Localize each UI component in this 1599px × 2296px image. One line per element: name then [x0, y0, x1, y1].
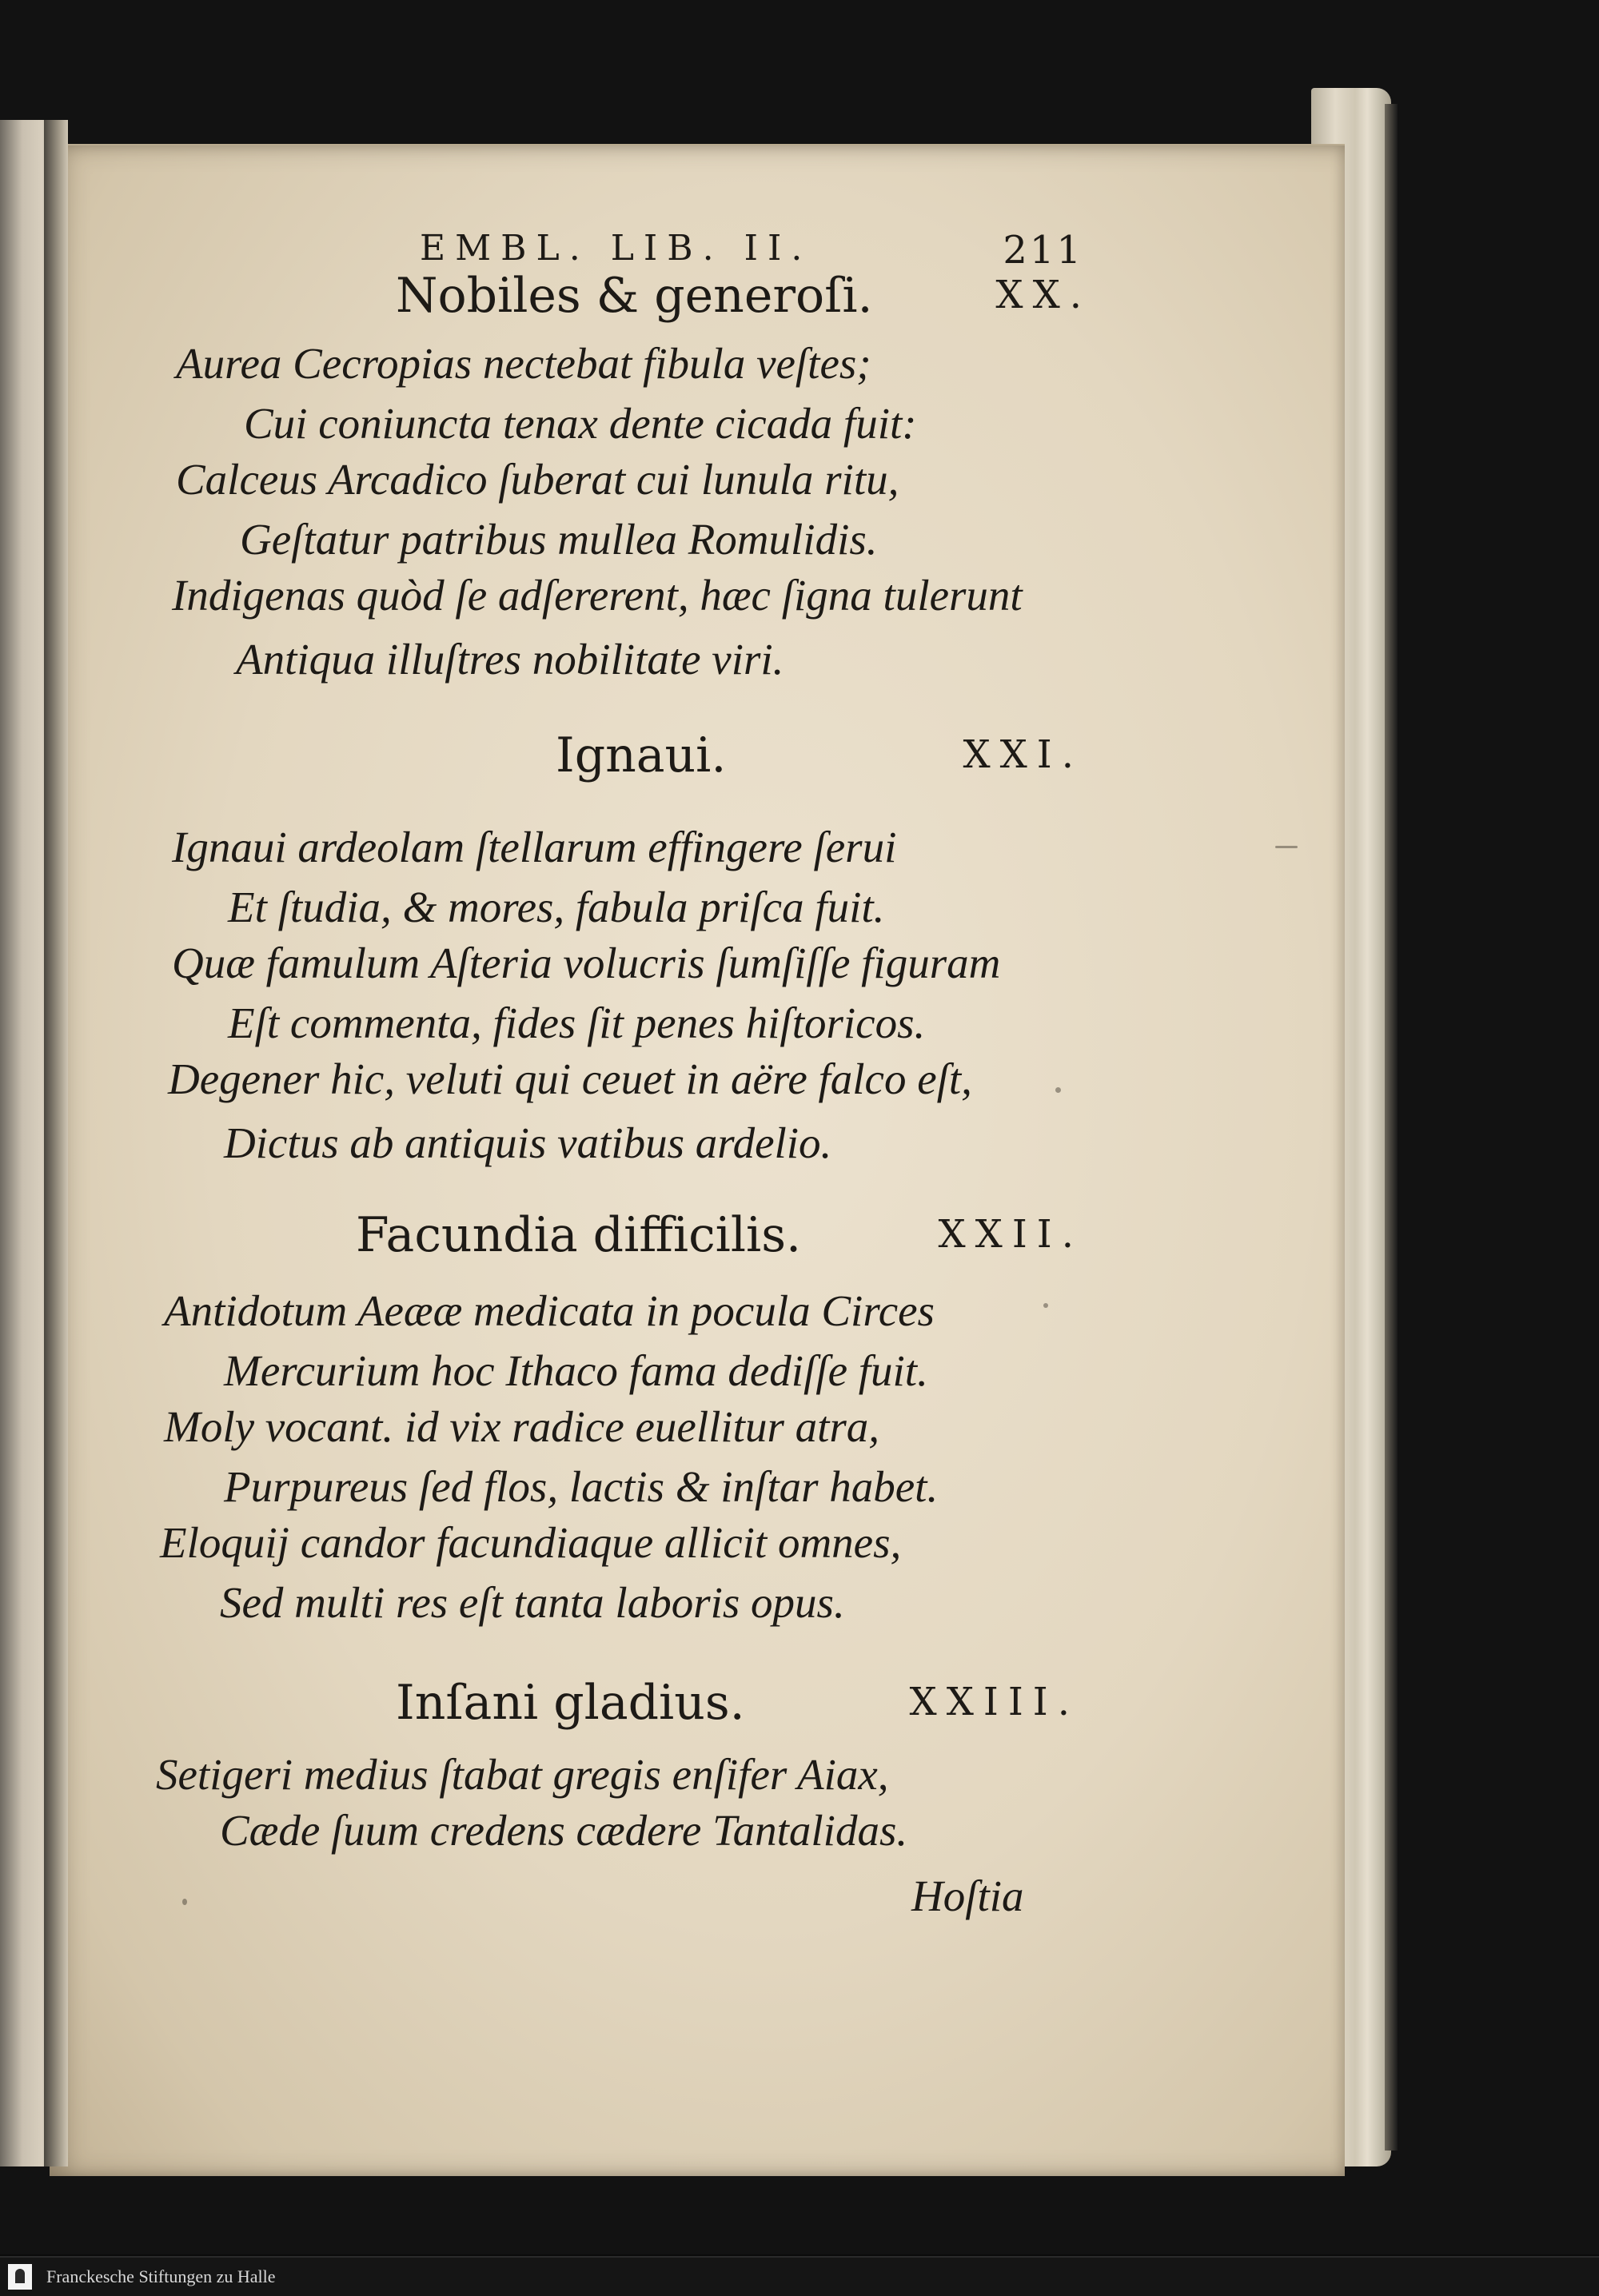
- emblem-heading: [396, 268, 1091, 332]
- emblem-number: XXII.: [938, 1212, 1083, 1257]
- emblem-title: Inſani gladius.: [396, 1675, 745, 1731]
- verse-line: Cæde ſuum credens cædere Tantalidas.: [220, 1806, 908, 1855]
- library-seal-icon: [8, 2264, 32, 2290]
- footer-bar: [0, 2256, 1599, 2296]
- verse-line: Aurea Cecropias nectebat fibula veſtes;: [176, 339, 871, 388]
- ink-speck: [1055, 1087, 1061, 1093]
- verse-line: Geſtatur patribus mullea Romulidis.: [240, 515, 878, 564]
- verse-line: Mercurium hoc Ithaco fama dediſſe fuit.: [224, 1346, 928, 1395]
- verse-line: Dictus ab antiquis vatibus ardelio.: [224, 1118, 832, 1167]
- emblem-number: XXIII.: [909, 1680, 1079, 1724]
- verse-line: Antiqua illuſtres nobilitate viri.: [236, 635, 784, 684]
- emblem-number: XXI.: [963, 732, 1083, 777]
- verse-line: Purpureus ſed flos, lactis & inſtar habet.: [224, 1462, 939, 1511]
- emblem-heading: [396, 1675, 1079, 1739]
- page-number: 211: [1003, 228, 1083, 273]
- emblem-heading: [356, 1207, 1083, 1271]
- emblem-title: Facundia difficilis.: [356, 1207, 802, 1263]
- ink-speck: [182, 1899, 187, 1905]
- verse-line: Moly vocant. id vix radice euellitur atra,: [164, 1402, 880, 1451]
- verse-line: Calceus Arcadico ſuberat cui lunula ritu,: [176, 455, 899, 504]
- verse-line: Sed multi res eſt tanta laboris opus.: [220, 1578, 845, 1627]
- verse-line: Indigenas quòd ſe adſererent, hæc ſigna tulerunt: [172, 571, 1023, 620]
- verse-line: Ignaui ardeolam ſtellarum effingere ſerui: [172, 823, 897, 871]
- emblem-number: XX.: [995, 273, 1091, 317]
- verse-line: Eſt commenta, fides ſit penes hiſtoricos.: [228, 999, 926, 1047]
- emblem-title: Nobiles & generoſi.: [396, 268, 873, 324]
- verse-line: Degener hic, veluti qui ceuet in aëre falco eſt,: [168, 1054, 972, 1103]
- emblem-heading: [556, 727, 1083, 791]
- ink-speck: [1043, 1303, 1048, 1308]
- verse-line: Quæ famulum Aſteria volucris ſumſiſſe figuram: [172, 939, 1001, 987]
- book-gutter: [44, 120, 68, 2166]
- verse-line: Setigeri medius ſtabat gregis enſifer Aiax,: [156, 1750, 889, 1799]
- emblem-title: Ignaui.: [556, 727, 727, 783]
- verse-line: Antidotum Aeææ medicata in pocula Circes: [164, 1286, 935, 1335]
- verse-line: Et ſtudia, & mores, fabula priſca fuit.: [228, 883, 885, 931]
- running-title: EMBL. LIB. II.: [420, 228, 812, 269]
- verse-line: Eloquij candor facundiaque allicit omnes,: [160, 1518, 902, 1567]
- catchword: Hoſtia: [911, 1871, 1024, 1920]
- ink-speck: [1275, 846, 1298, 848]
- page-edge-shadow: [1385, 104, 1398, 2151]
- footer-credit: Franckesche Stiftungen zu Halle: [46, 2266, 276, 2286]
- verse-line: Cui coniuncta tenax dente cicada fuit:: [244, 399, 917, 448]
